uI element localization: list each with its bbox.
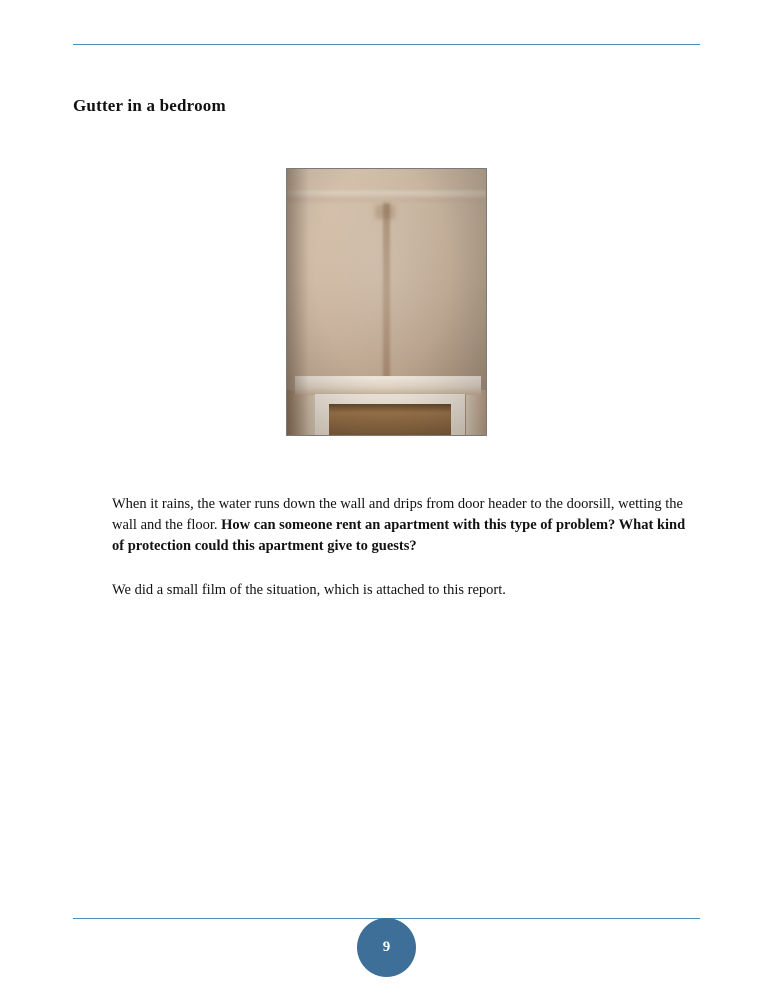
- figure-photo: [286, 168, 487, 436]
- paragraph-2: [112, 580, 687, 601]
- photo-vignette: [287, 169, 486, 435]
- paragraph-1-text: When it rains, the water runs down the wall and drips from door header to the doorsill, wetting the wall and the floor.: [112, 496, 683, 533]
- page-number-badge: 9: [357, 918, 416, 977]
- page-title: Gutter in a bedroom: [73, 96, 226, 115]
- header-rule: [73, 44, 700, 45]
- paragraph-1: [112, 494, 687, 557]
- paragraph-2-text: We did a small film of the situation, which is attached to this report.: [112, 582, 506, 598]
- paragraph-1-emphasis: How can someone rent an apartment with this type of problem? What kind of protection could this apartment give to guests?: [112, 517, 686, 554]
